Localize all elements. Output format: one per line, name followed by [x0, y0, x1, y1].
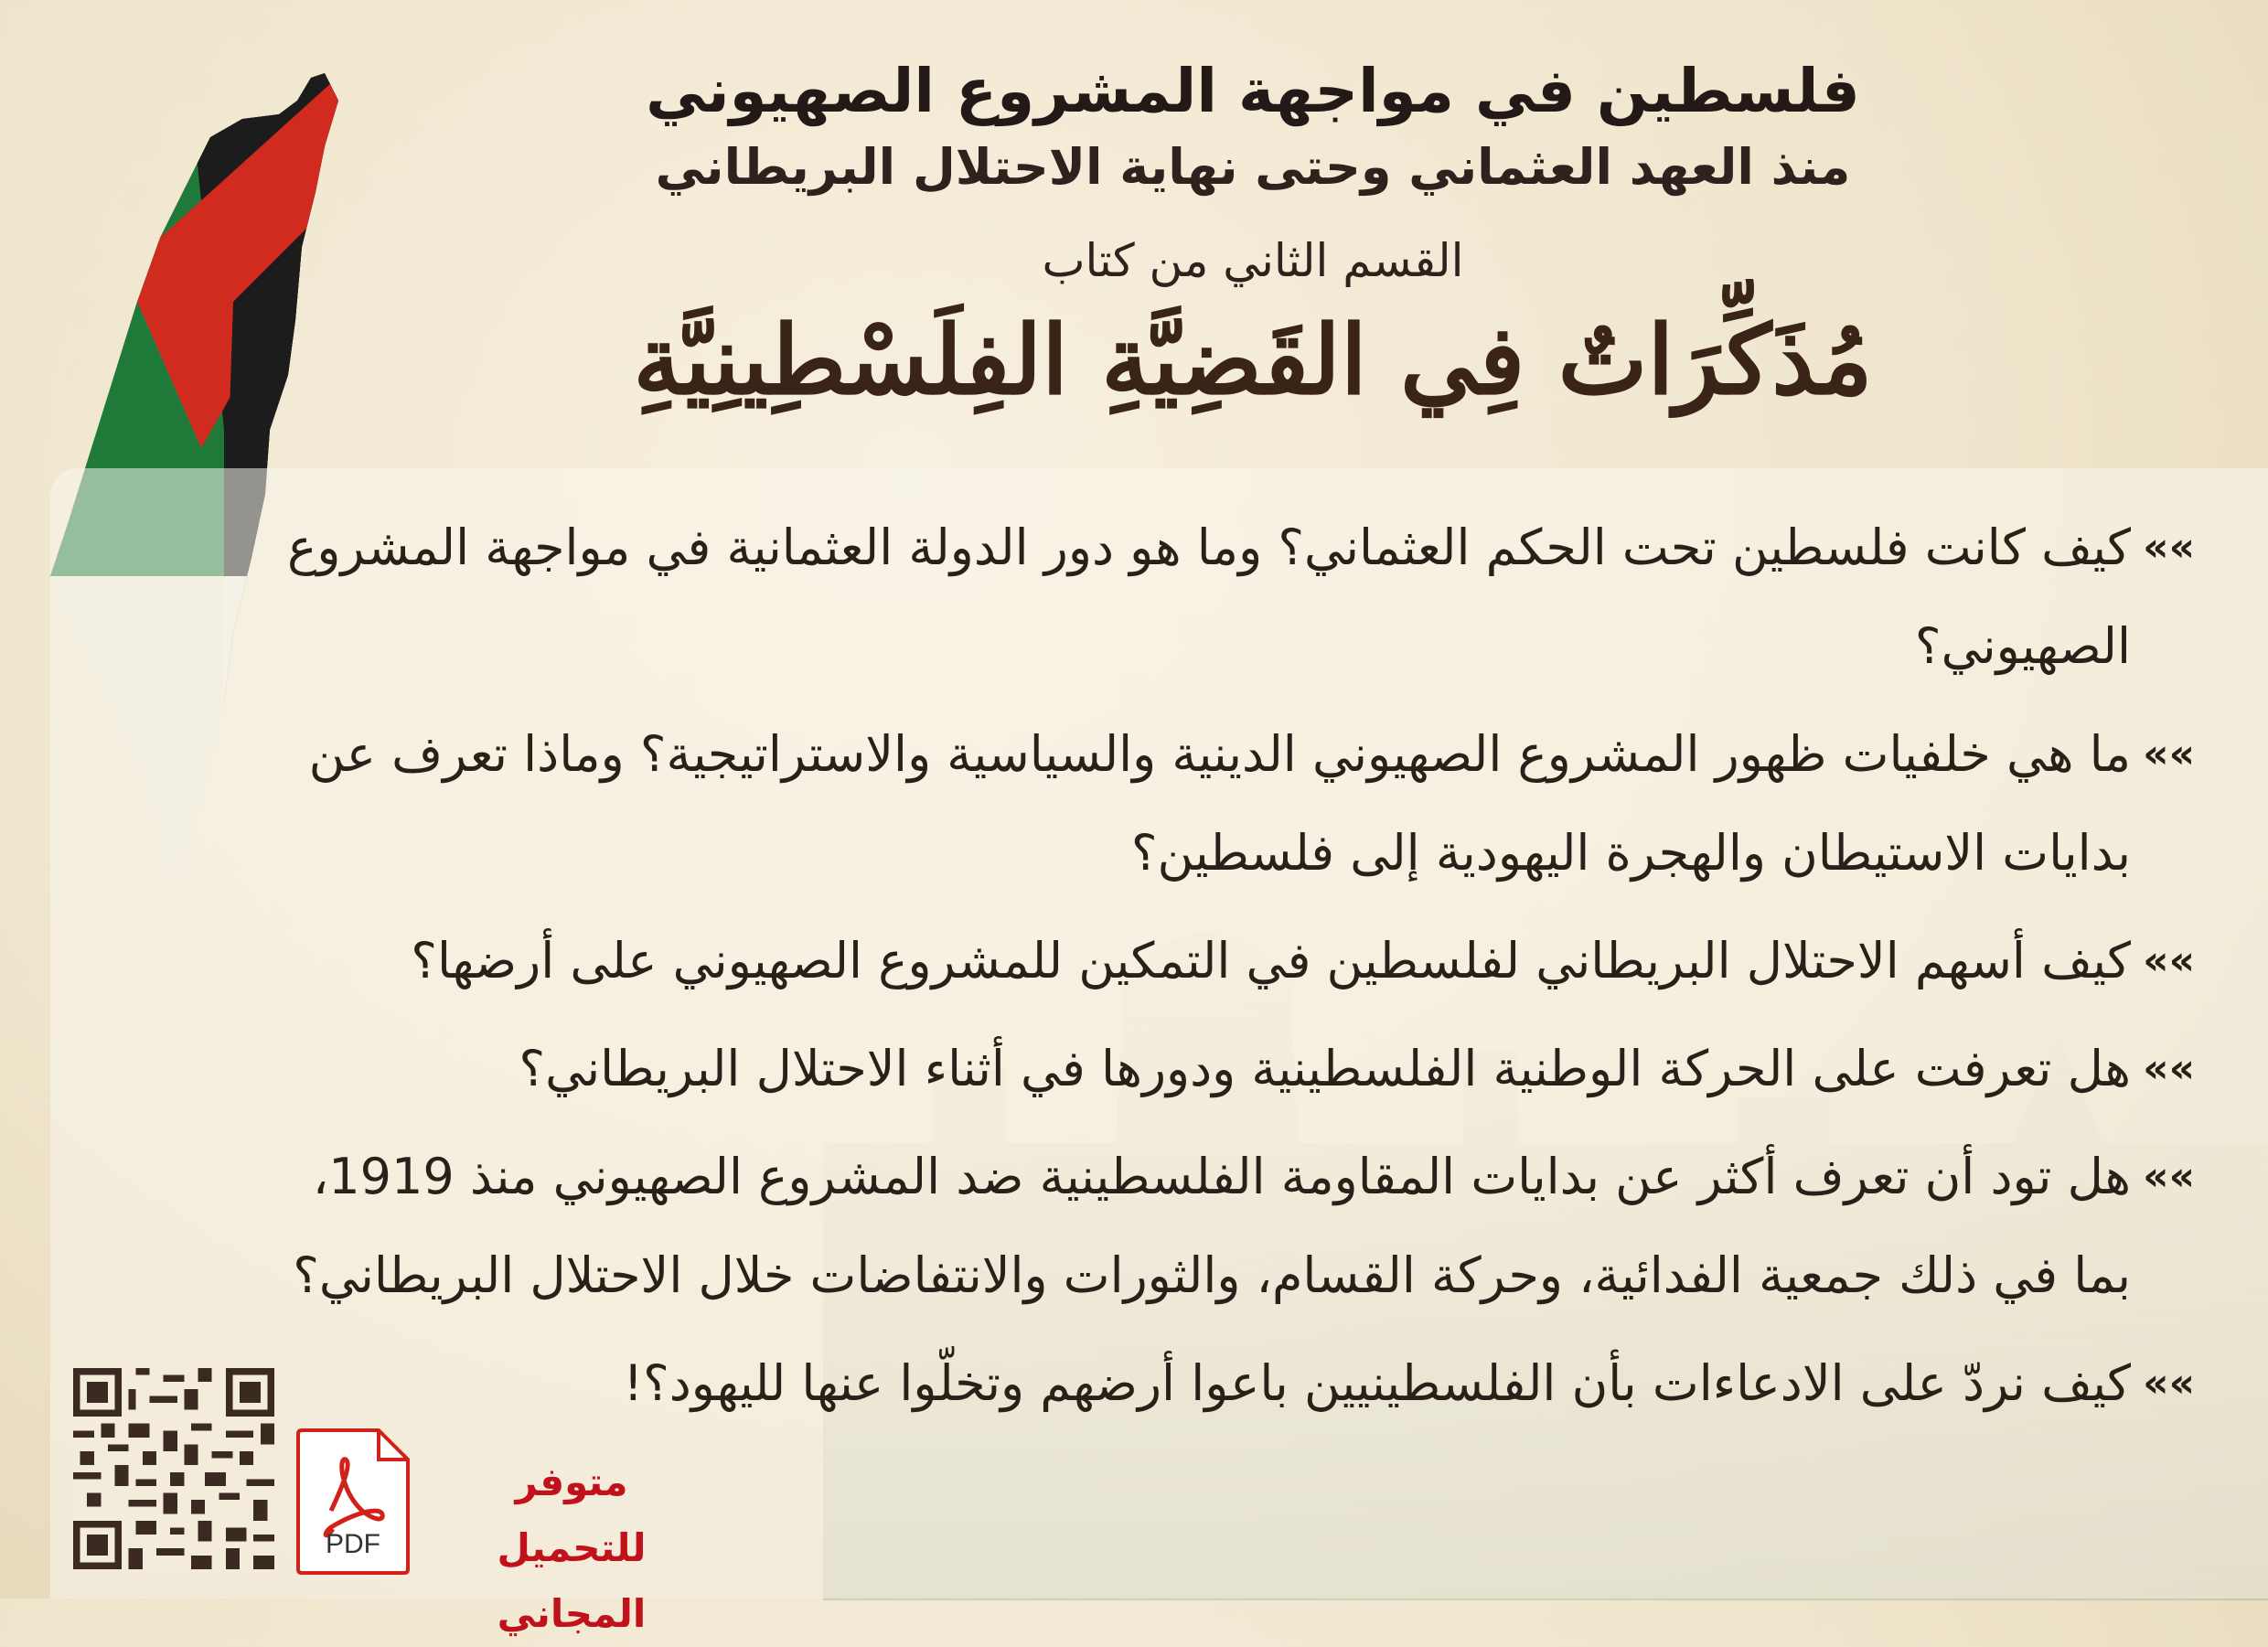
question-item [247, 1020, 2195, 1118]
double-chevron-left-icon: »» [2143, 731, 2195, 777]
pdf-download-button[interactable] [294, 1427, 412, 1577]
question-text: هل تعرفت على الحركة الوطنية الفلسطينية ودورها في أثناء الاحتلال البريطاني؟ [519, 1040, 2131, 1097]
free-download-label [421, 1449, 722, 1647]
questions-list [247, 498, 2195, 1442]
question-text: كيف أسهم الاحتلال البريطاني لفلسطين في التمكين للمشروع الصهيوني على أرضها؟ [411, 932, 2131, 989]
pdf-label: PDF [326, 1529, 380, 1559]
question-item [247, 912, 2195, 1011]
question-item [247, 498, 2195, 696]
book-title-calligraphy: مُذَكِّرَاتٌ فِي القَضِيَّةِ الفِلَسْطِينِيَّةِ [633, 304, 1873, 417]
question-item [247, 705, 2195, 903]
question-text: كيف كانت فلسطين تحت الحكم العثماني؟ وما هو دور الدولة العثمانية في مواجهة المشروع الصهيوني؟ [287, 519, 2131, 675]
main-title: فلسطين في مواجهة المشروع الصهيوني [646, 56, 1860, 126]
question-item [247, 1334, 2195, 1433]
question-text: ما هي خلفيات ظهور المشروع الصهيوني الدينية والسياسية والاستراتيجية؟ وماذا تعرف عن بدايات الاستيطان والهجرة اليهودية إلى فلسطين؟ [308, 725, 2131, 882]
secondary-title: منذ العهد العثماني وحتى نهاية الاحتلال البريطاني [655, 138, 1851, 197]
free-download-text: للتحميل المجاني [497, 1525, 647, 1636]
qr-code[interactable] [73, 1368, 274, 1569]
question-text: كيف نردّ على الادعاءات بأن الفلسطينيين باعوا أرضهم وتخلّوا عنها لليهود؟! [623, 1354, 2131, 1412]
question-item [247, 1128, 2195, 1325]
double-chevron-left-icon: »» [2143, 937, 2195, 984]
double-chevron-left-icon: »» [2143, 1153, 2195, 1200]
double-chevron-left-icon: »» [2143, 1360, 2195, 1406]
subtitle: القسم الثاني من كتاب [1042, 234, 1464, 288]
header [512, 50, 1994, 416]
available-text: متوفر [515, 1460, 628, 1504]
double-chevron-left-icon: »» [2143, 524, 2195, 571]
double-chevron-left-icon: »» [2143, 1045, 2195, 1092]
question-text: هل تود أن تعرف أكثر عن بدايات المقاومة الفلسطينية ضد المشروع الصهيوني منذ 1919، بما في ذلك جمعية الفدائية، وحركة القسام، والثورات والانتفاضات خلال الاحتلال البريطاني؟ [293, 1148, 2131, 1304]
